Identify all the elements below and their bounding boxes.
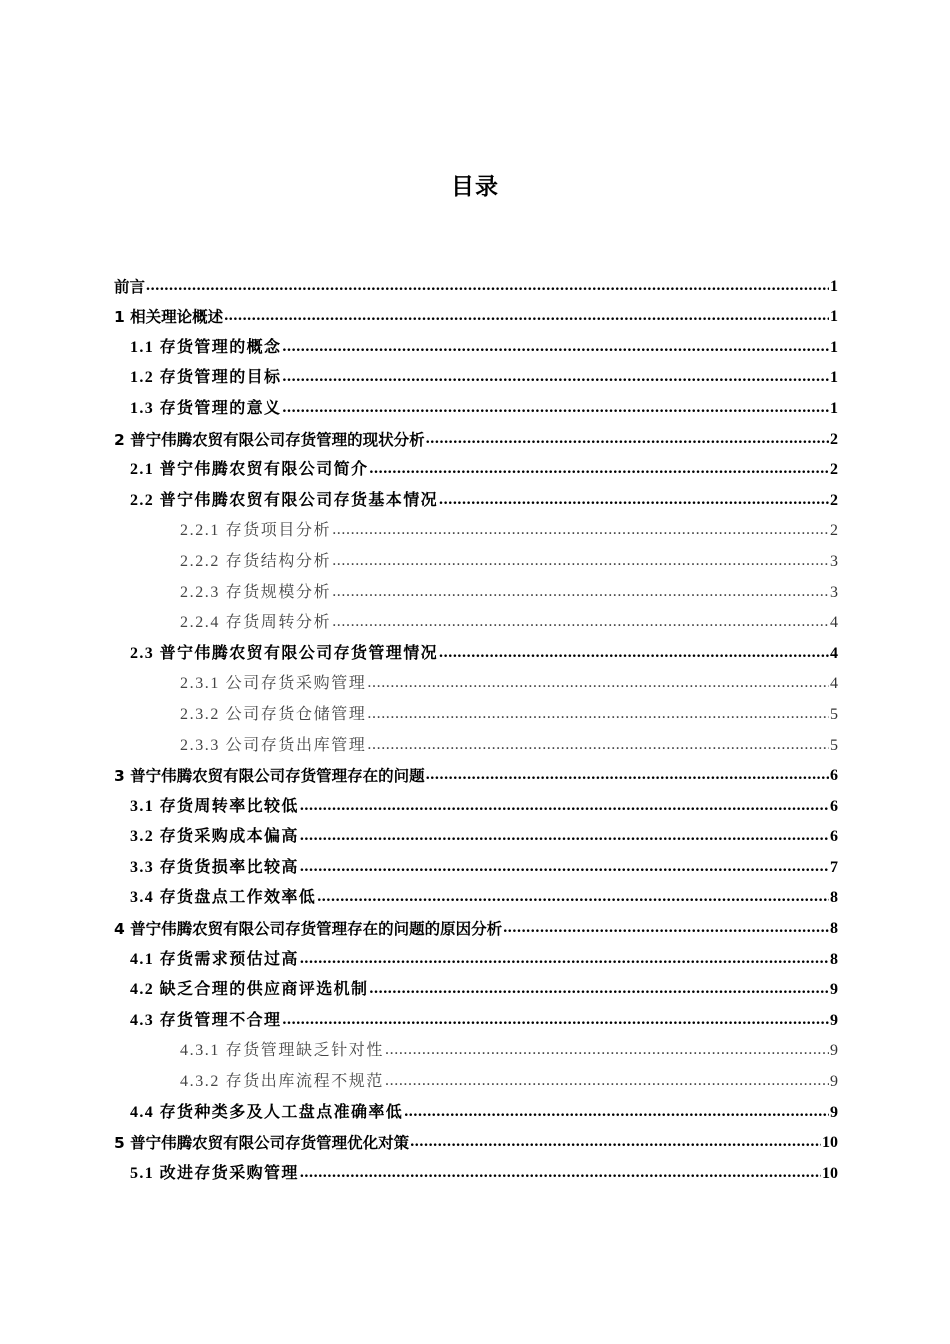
page-title: 目录 — [451, 174, 499, 200]
toc-entry-label: 4.3.1 存货管理缺乏针对性 — [180, 1042, 385, 1060]
toc-entry[interactable] — [114, 388, 838, 419]
dot-leader — [282, 337, 829, 357]
toc-entry[interactable] — [114, 480, 838, 511]
dot-leader — [332, 551, 829, 571]
toc-entry-page: 9 — [830, 981, 838, 999]
toc-entry-page: 7 — [830, 858, 838, 876]
toc-entry[interactable] — [114, 694, 838, 725]
dot-leader — [426, 429, 829, 449]
toc-entry-page: 6 — [830, 828, 838, 846]
toc-entry[interactable] — [114, 1031, 838, 1062]
toc-entry[interactable] — [114, 419, 838, 450]
toc-entry[interactable] — [114, 633, 838, 664]
toc-entry-page: 1 — [830, 338, 838, 356]
toc-entry[interactable] — [114, 450, 838, 481]
dot-leader — [367, 735, 829, 755]
toc-entry-page: 2 — [830, 461, 838, 479]
dot-leader — [404, 1102, 829, 1122]
table-of-contents — [114, 266, 838, 1184]
dot-leader — [300, 796, 829, 816]
toc-entry-label: 2.2 普宁伟腾农贸有限公司存货基本情况 — [130, 491, 439, 509]
toc-entry-label: 前言 — [114, 277, 146, 296]
toc-entry-label: 4 普宁伟腾农贸有限公司存货管理存在的问题的原因分析 — [114, 920, 503, 939]
dot-leader — [300, 826, 829, 846]
dot-leader — [426, 765, 829, 785]
toc-entry[interactable] — [114, 327, 838, 358]
toc-entry-page: 8 — [830, 920, 838, 938]
dot-leader — [300, 1163, 821, 1183]
toc-entry-page: 4 — [830, 644, 838, 662]
toc-entry-page: 4 — [830, 614, 838, 632]
toc-entry-page: 8 — [830, 889, 838, 907]
dot-leader — [439, 643, 829, 663]
dot-leader — [282, 398, 829, 418]
dot-leader — [369, 459, 829, 479]
toc-entry-page: 5 — [830, 705, 838, 723]
toc-entry[interactable] — [114, 908, 838, 939]
toc-entry-page: 1 — [830, 399, 838, 417]
toc-entry[interactable] — [114, 266, 838, 297]
toc-entry[interactable] — [114, 970, 838, 1001]
toc-entry-label: 3.2 存货采购成本偏高 — [130, 828, 299, 846]
toc-entry-page: 3 — [830, 552, 838, 570]
dot-leader — [503, 918, 829, 938]
toc-entry-label: 2 普宁伟腾农贸有限公司存货管理的现状分析 — [114, 430, 425, 449]
toc-entry[interactable] — [114, 756, 838, 787]
toc-entry[interactable] — [114, 1123, 838, 1154]
toc-entry-page: 2 — [830, 491, 838, 509]
dot-leader — [300, 857, 829, 877]
toc-entry-label: 5.1 改进存货采购管理 — [130, 1164, 299, 1182]
toc-entry[interactable] — [114, 572, 838, 603]
toc-entry-label: 1.1 存货管理的概念 — [130, 338, 282, 356]
toc-entry-label: 4.1 存货需求预估过高 — [130, 950, 299, 968]
dot-leader — [367, 704, 829, 724]
dot-leader — [410, 1132, 821, 1152]
dot-leader — [300, 949, 829, 969]
dot-leader — [367, 673, 829, 693]
dot-leader — [282, 367, 829, 387]
toc-entry-page: 3 — [830, 583, 838, 601]
toc-entry-label: 1.3 存货管理的意义 — [130, 399, 282, 417]
dot-leader — [224, 306, 829, 326]
toc-entry[interactable] — [114, 511, 838, 542]
toc-entry-label: 2.2.1 存货项目分析 — [180, 522, 332, 540]
toc-entry-page: 10 — [822, 1164, 838, 1182]
toc-entry-label: 1 相关理论概述 — [114, 308, 224, 327]
toc-entry-label: 2.2.4 存货周转分析 — [180, 614, 332, 632]
dot-leader — [369, 979, 829, 999]
toc-entry-page: 1 — [830, 369, 838, 387]
toc-entry[interactable] — [114, 1061, 838, 1092]
dot-leader — [332, 520, 829, 540]
toc-entry[interactable] — [114, 541, 838, 572]
dot-leader — [317, 887, 829, 907]
toc-entry[interactable] — [114, 1153, 838, 1184]
toc-entry-page: 9 — [830, 1073, 838, 1091]
toc-entry-page: 6 — [830, 797, 838, 815]
dot-leader — [332, 612, 829, 632]
toc-entry[interactable] — [114, 817, 838, 848]
toc-entry-page: 10 — [822, 1134, 838, 1152]
toc-entry[interactable] — [114, 939, 838, 970]
dot-leader — [332, 582, 829, 602]
toc-entry-label: 1.2 存货管理的目标 — [130, 369, 282, 387]
toc-entry[interactable] — [114, 1000, 838, 1031]
toc-entry[interactable] — [114, 297, 838, 328]
toc-entry[interactable] — [114, 786, 838, 817]
toc-entry-page: 9 — [830, 1011, 838, 1029]
toc-entry[interactable] — [114, 847, 838, 878]
toc-entry-label: 5 普宁伟腾农贸有限公司存货管理优化对策 — [114, 1134, 410, 1153]
toc-entry-label: 2.3.3 公司存货出库管理 — [180, 736, 367, 754]
dot-leader — [146, 276, 829, 296]
toc-entry[interactable] — [114, 878, 838, 909]
toc-entry-label: 2.3.2 公司存货仓储管理 — [180, 705, 367, 723]
toc-entry-label: 2.3.1 公司存货采购管理 — [180, 675, 367, 693]
toc-entry-page: 2 — [830, 430, 838, 448]
dot-leader — [385, 1071, 829, 1091]
toc-entry-label: 2.1 普宁伟腾农贸有限公司简介 — [130, 461, 369, 479]
toc-entry-label: 4.3 存货管理不合理 — [130, 1011, 282, 1029]
toc-entry-page: 8 — [830, 950, 838, 968]
toc-entry[interactable] — [114, 1092, 838, 1123]
toc-entry[interactable] — [114, 358, 838, 389]
toc-entry-label: 2.2.2 存货结构分析 — [180, 552, 332, 570]
toc-entry-label: 4.3.2 存货出库流程不规范 — [180, 1073, 385, 1091]
toc-entry-label: 2.2.3 存货规模分析 — [180, 583, 332, 601]
dot-leader — [439, 490, 829, 510]
toc-entry-page: 9 — [830, 1103, 838, 1121]
toc-entry-label: 2.3 普宁伟腾农贸有限公司存货管理情况 — [130, 644, 439, 662]
toc-entry[interactable] — [114, 725, 838, 756]
toc-entry-page: 9 — [830, 1042, 838, 1060]
toc-entry-page: 2 — [830, 522, 838, 540]
toc-entry-label: 3.4 存货盘点工作效率低 — [130, 889, 317, 907]
toc-entry-label: 3.3 存货货损率比较高 — [130, 858, 299, 876]
toc-entry-page: 1 — [830, 277, 838, 295]
toc-entry-page: 6 — [830, 767, 838, 785]
toc-entry-page: 5 — [830, 736, 838, 754]
toc-entry-page: 1 — [830, 308, 838, 326]
toc-entry-label: 4.4 存货种类多及人工盘点准确率低 — [130, 1103, 404, 1121]
toc-entry-page: 4 — [830, 675, 838, 693]
dot-leader — [282, 1010, 829, 1030]
toc-entry-label: 4.2 缺乏合理的供应商评选机制 — [130, 981, 369, 999]
dot-leader — [385, 1040, 829, 1060]
toc-entry-label: 3.1 存货周转率比较低 — [130, 797, 299, 815]
toc-entry-label: 3 普宁伟腾农贸有限公司存货管理存在的问题 — [114, 767, 425, 786]
toc-entry[interactable] — [114, 603, 838, 634]
toc-entry[interactable] — [114, 664, 838, 695]
